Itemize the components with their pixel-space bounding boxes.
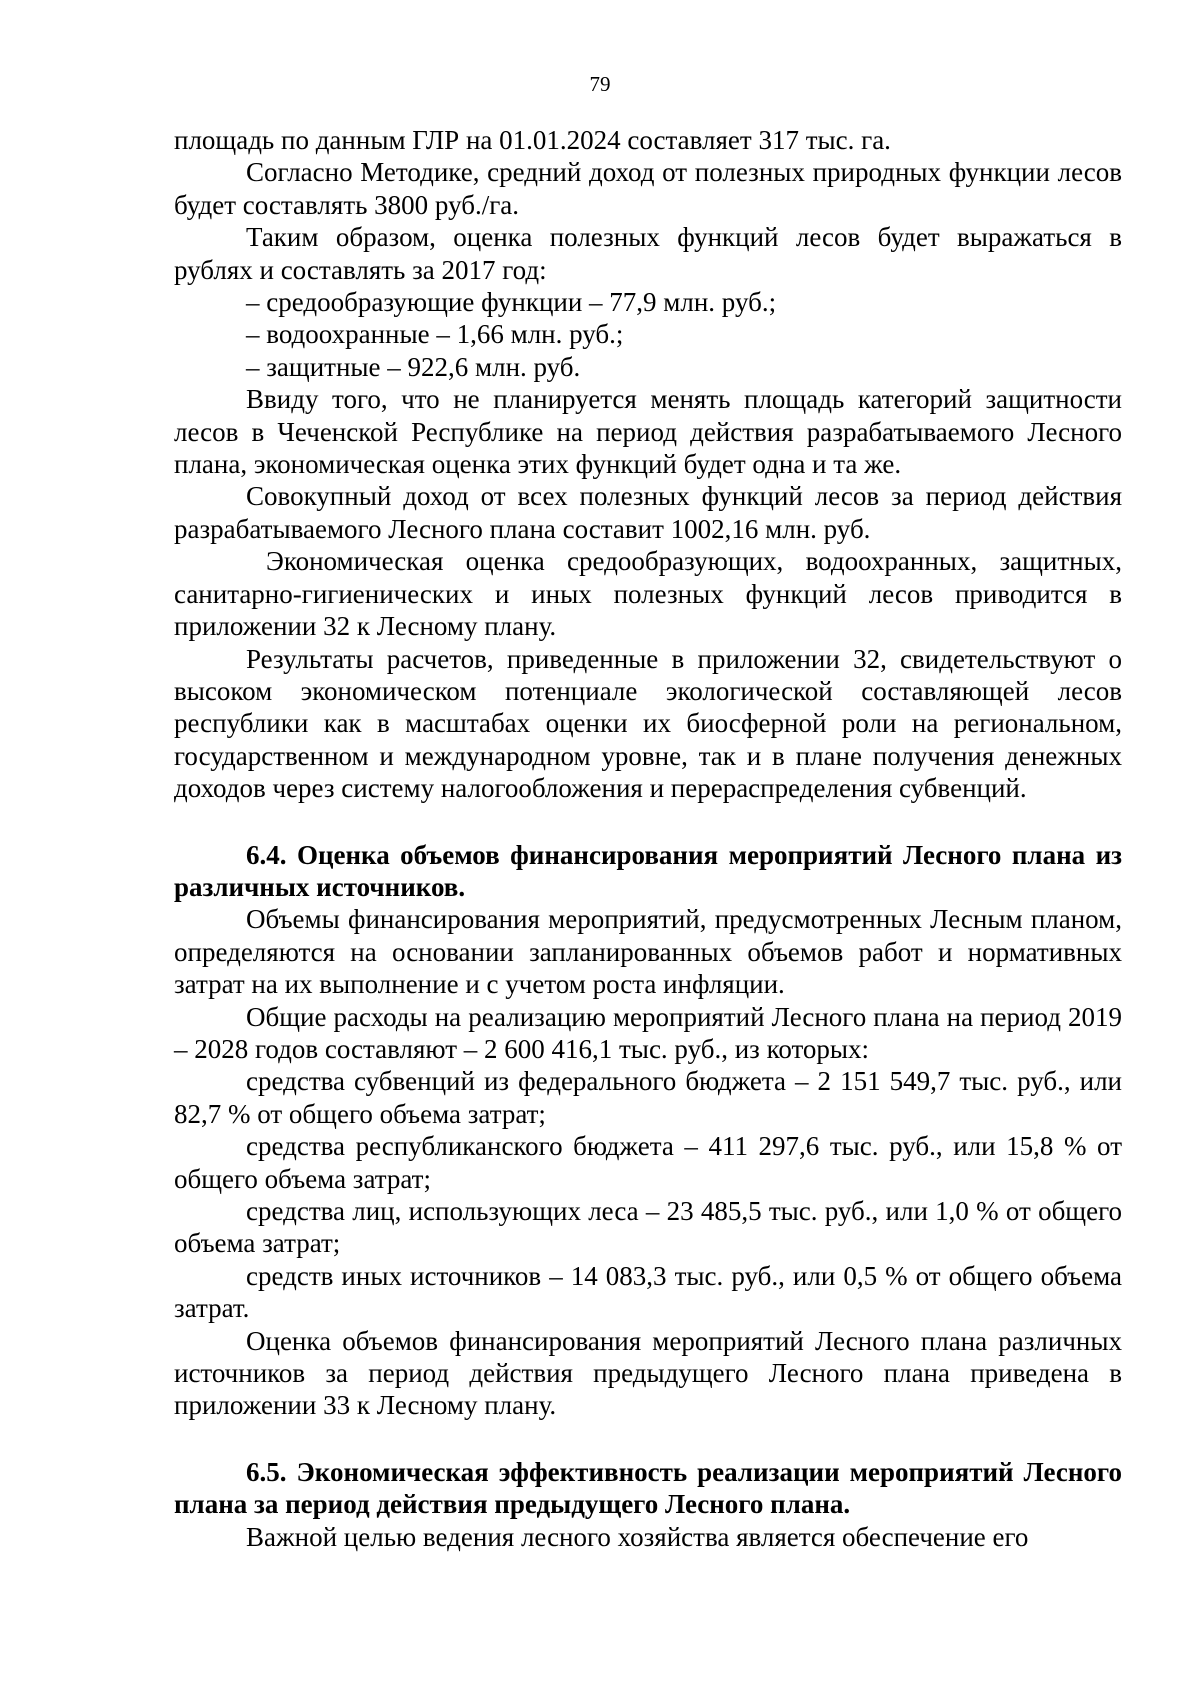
paragraph-appendix-33: Оценка объемов финансирования мероприятий Лесного плана различных источников за период действия предыдущего Лесного плана приведена в приложении 33 к Лесному плану. xyxy=(174,1325,1122,1421)
paragraph-results: Результаты расчетов, приведенные в приложении 32, свидетельствуют о высоком экономическом потенциале экологической составляющей лесов республики как в масштабах оценки их биосферной роли на региональном, государственном и международном уровне, так и в плане получения денежных доходов через систему налогообложения и перераспределения субвенций. xyxy=(174,643,1122,804)
paragraph-total-expenses: Общие расходы на реализацию мероприятий Лесного плана на период 2019 – 2028 годов составляют – 2 600 416,1 тыс. руб., из которых: xyxy=(174,1001,1122,1064)
paragraph-total-income: Совокупный доход от всех полезных функций лесов за период действия разрабатываемого Лесного плана составит 1002,16 млн. руб. xyxy=(174,481,1122,544)
section-spacer xyxy=(174,1422,1122,1456)
paragraph-area: площадь по данным ГЛР на 01.01.2024 составляет 317 тыс. га. xyxy=(174,125,891,155)
paragraph-forest-users: средства лиц, использующих леса – 23 485,5 тыс. руб., или 1,0 % от общего объема затрат; xyxy=(174,1196,1122,1259)
list-item-water-protection: – водоохранные – 1,66 млн. руб.; xyxy=(246,319,624,350)
list-item-protective: – защитные – 922,6 млн. руб. xyxy=(246,351,581,382)
paragraph-federal-budget: средства субвенций из федерального бюджета – 2 151 549,7 тыс. руб., или 82,7 % от общего объема затрат; xyxy=(174,1066,1122,1129)
section-spacer xyxy=(174,805,1122,839)
section-heading-6-4: 6.4. Оценка объемов финансирования мероприятий Лесного плана из различных источников. xyxy=(174,839,1122,902)
paragraph-valuation-intro: Таким образом, оценка полезных функций лесов будет выражаться в рублях и составлять за 2017 год: xyxy=(174,222,1122,285)
section-heading-6-5: 6.5. Экономическая эффективность реализации мероприятий Лесного плана за период действия предыдущего Лесного плана. xyxy=(174,1456,1122,1520)
paragraph-republic-budget: средства республиканского бюджета – 411 297,6 тыс. руб., или 15,8 % от общего объема затрат; xyxy=(174,1131,1122,1194)
paragraph-appendix-32: Экономическая оценка средообразующих, водоохранных, защитных, санитарно-гигиенических и иных полезных функций лесов приводится в приложении 32 к Лесному плану. xyxy=(174,546,1122,642)
paragraph-methodology: Согласно Методике, средний доход от полезных природных функции лесов будет составлять 3800 руб./га. xyxy=(174,157,1122,220)
document-body xyxy=(174,124,1122,1553)
list-item-environmental: – средообразующие функции – 77,9 млн. руб.; xyxy=(246,287,777,318)
page-number: 79 xyxy=(589,72,611,96)
paragraph-financing-volumes: Объемы финансирования мероприятий, предусмотренных Лесным планом, определяются на основании запланированных объемов работ и нормативных затрат на их выполнение и с учетом роста инфляции. xyxy=(174,904,1122,1000)
paragraph-categories: Ввиду того, что не планируется менять площадь категорий защитности лесов в Чеченской Республике на период действия разрабатываемого Лесного плана, экономическая оценка этих функций будет одна и та же. xyxy=(174,384,1122,480)
paragraph-other-sources: средств иных источников – 14 083,3 тыс. руб., или 0,5 % от общего объема затрат. xyxy=(174,1260,1122,1324)
paragraph-important-goal: Важной целью ведения лесного хозяйства является обеспечение его xyxy=(246,1521,1029,1552)
